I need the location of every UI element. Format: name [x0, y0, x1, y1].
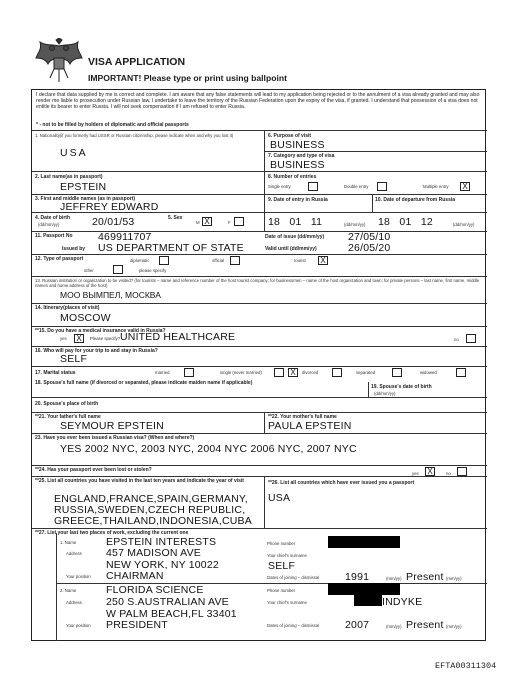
- work2-position-label: Your position: [66, 623, 91, 628]
- insurance-value: UNITED HEALTHCARE: [120, 331, 236, 343]
- work1-chief-label: Your chief's surname: [267, 553, 307, 558]
- spouse-birthplace-label: 20. Spouse's place of birth: [35, 401, 99, 407]
- work1-position-value: CHAIRMAN: [106, 570, 164, 582]
- work2-phone-label: Phone number: [267, 588, 296, 593]
- passport-countries-value: USA: [268, 492, 291, 504]
- nationality-value: USA: [60, 147, 88, 159]
- institution-label: 13. Russian institution or organization to be visited? (for tourists – name and reference number of the host tourist company; for businessmen – name of the host organization and town; for private persons – last name, first name, middle names and home address of the host): [35, 278, 480, 289]
- passport-type-other: other: [84, 268, 94, 273]
- work1-join-format: (mm/yy): [386, 576, 402, 581]
- purpose-label: 6. Purpose of visit: [268, 133, 312, 139]
- passport-type-official-checkbox[interactable]: [230, 256, 240, 265]
- visited-countries-line-3: GREECE,THAILAND,INDONESIA,CUBA: [54, 515, 252, 527]
- work1-join-value: 1991: [345, 571, 370, 583]
- departure-date-format: (dd/mm/yy): [453, 222, 475, 227]
- lost-passport-yes-checkbox[interactable]: X: [425, 467, 435, 476]
- work1-name-label: 1. Name: [60, 540, 77, 545]
- dob-format: (dd/mm/yy): [38, 222, 60, 227]
- work2-join-format: (mm/yy): [386, 624, 402, 629]
- category-label: 7. Category and type of visa: [268, 153, 335, 159]
- departure-date-label: 10. Date of departure from Russia: [375, 197, 456, 203]
- father-name-value: SEYMOUR EPSTEIN: [60, 420, 164, 432]
- entries-multiple-checkbox[interactable]: X: [460, 182, 470, 191]
- itinerary-label: 14. Itinerary(places of visit): [35, 305, 100, 311]
- passport-no-value: 469911707: [98, 231, 152, 243]
- visited-countries-label: **25. List all countries you have visited in the last ten years and indicate the year of visit: [35, 478, 244, 484]
- entries-single-label: Single entry: [268, 184, 291, 189]
- mother-name-value: PAULA EPSTEIN: [268, 420, 352, 432]
- spouse-name-label: 18. Spouse's full name (if divorced or separated, please indicate maiden name if applicable): [35, 380, 253, 386]
- first-names-label: 3. First and middle names (as in passport): [35, 196, 136, 202]
- insurance-no-checkbox[interactable]: [466, 334, 476, 343]
- lost-passport-label: **24. Has your passport ever been lost or stolen?: [35, 467, 152, 473]
- prior-visa-label: 23. Have you ever been issued a Russian visa? (When and where?): [35, 435, 195, 441]
- work2-address-line-1: 250 S.AUSTRALIAN AVE: [106, 596, 229, 608]
- visited-countries-line-1: ENGLAND,FRANCE,SPAIN,GERMANY,: [54, 493, 248, 505]
- double-headed-eagle-icon: [34, 38, 84, 84]
- passport-no-label: 11. Passport No: [35, 233, 73, 239]
- entry-date-value: 18 01 11: [268, 216, 323, 228]
- last-name-value: EPSTEIN: [60, 181, 107, 193]
- passport-type-other-checkbox[interactable]: [113, 265, 123, 274]
- passport-type-specify: please specify: [139, 268, 167, 273]
- entries-double-checkbox[interactable]: [377, 182, 387, 191]
- work2-join-value: 2007: [345, 619, 370, 631]
- prior-visa-value: YES 2002 NYC, 2003 NYC, 2004 NYC 2006 NYC, 2007 NYC: [60, 443, 357, 455]
- lost-passport-yes-label: yes: [412, 471, 419, 476]
- passport-type-tourist: tourist: [294, 258, 306, 263]
- work1-dates-label: Dates of joining – dismissal: [267, 575, 320, 580]
- passport-type-label: 12. Type of passport: [35, 256, 84, 262]
- valid-until-label: Valid until (dd/mm/yy): [265, 246, 317, 252]
- passport-countries-label: **26. List all countries which have ever issued you a passport: [268, 480, 415, 486]
- visited-countries-line-2: RUSSIA,SWEDEN,CZECH REPUBLIC,: [54, 504, 246, 516]
- document-id: EFTA00311304: [435, 661, 497, 671]
- entries-single-checkbox[interactable]: [308, 182, 318, 191]
- marital-married-checkbox[interactable]: [184, 368, 194, 377]
- work1-position-label: Your position: [66, 574, 91, 579]
- work2-chief-redaction: [354, 594, 382, 606]
- dob-label: 4. Date of birth: [35, 215, 71, 221]
- work2-dates-label: Dates of joining – dismissal: [267, 623, 320, 628]
- work1-leave-format: (mm/yy): [446, 576, 462, 581]
- insurance-label: **15. Do you have a medical insurance valid in Russia?: [35, 328, 166, 334]
- work-places-label: **27. List your last two places of work, excluding the current one: [35, 530, 189, 536]
- first-names-value: JEFFREY EDWARD: [60, 201, 159, 213]
- entry-date-format: (dd/mm/yy): [344, 222, 366, 227]
- passport-type-tourist-checkbox[interactable]: X: [318, 256, 328, 265]
- form-title: VISA APPLICATION: [88, 56, 186, 68]
- work2-address-label: Address: [66, 600, 82, 605]
- entries-multiple-label: Multiple entry: [423, 184, 449, 189]
- passport-type-diplomatic: diplomatic: [130, 258, 150, 263]
- issued-by-value: US DEPARTMENT OF STATE: [98, 242, 244, 254]
- marital-widowed-checkbox[interactable]: [456, 368, 466, 377]
- marital-widowed-label: widowed: [420, 370, 437, 375]
- marital-single-label: single (never married): [220, 370, 262, 375]
- passport-type-diplomatic-checkbox[interactable]: [159, 256, 169, 265]
- mother-name-label: **22. Your mother's full name: [268, 414, 337, 420]
- sex-m-checkbox[interactable]: X: [202, 217, 212, 226]
- work1-name-value: EPSTEIN INTERESTS: [106, 536, 217, 548]
- work2-address-line-2: W PALM BEACH,FL 33401: [106, 608, 237, 620]
- sex-label: 5. Sex: [168, 215, 183, 221]
- work2-chief-label: Your chief's surname: [267, 600, 307, 605]
- marital-separated-label: separated: [356, 370, 376, 375]
- entries-label: 8. Number of entries: [268, 174, 317, 180]
- purpose-value: BUSINESS: [270, 139, 325, 151]
- insurance-specify-label: Please specify?: [90, 336, 121, 341]
- sex-f-checkbox[interactable]: [234, 217, 244, 226]
- work1-address-line-1: 457 MADISON AVE: [106, 547, 202, 559]
- nationality-label: 1. Nationality(if you formerly had USSR or Russian citizenship, please indicate when and why you lost it): [35, 133, 234, 138]
- work2-name-label: 2. Name: [60, 588, 77, 593]
- work1-phone-label: Phone number: [267, 541, 296, 546]
- payer-value: SELF: [60, 353, 88, 365]
- diplomatic-note: * - not to be filled by holders of diplomatic and official passports: [36, 122, 189, 128]
- declaration-text: I declare that data supplied by me is correct and complete. I am aware that any false statements will lead to my application being rejected or to the annulment of a visa already granted and may also render me liable to prosecution under Russian law. I undertake to leave the territory of the Russian Federation upon the expiry of the visa, if granted. I understand that possession of a visa does not entitle its bearer to enter Russia. I will not seek compensation if I am refused to enter Russia.: [36, 92, 480, 111]
- entries-double-label: Double entry: [344, 184, 369, 189]
- spouse-dob-format: (dd/mm/yy): [374, 391, 396, 396]
- spouse-dob-label: 19. Spouse's date of birth: [371, 384, 432, 390]
- sex-m-label: M: [196, 220, 200, 225]
- work1-chief-value: SELF: [268, 560, 296, 572]
- work1-leave-value: Present: [406, 571, 444, 583]
- insurance-yes-label: yes: [60, 336, 67, 341]
- marital-divorced-label: divorced: [302, 370, 319, 375]
- marital-divorced-checkbox[interactable]: X: [288, 368, 298, 377]
- work2-name-value: FLORIDA SCIENCE: [106, 584, 204, 596]
- institution-value: МОО ВЫМПЕЛ, МОСКВА: [60, 290, 161, 300]
- date-issue-label: Date of issue (dd/mm/yy): [265, 234, 325, 240]
- sex-f-label: F: [228, 220, 231, 225]
- visa-form: [31, 89, 486, 641]
- work2-chief-value: INDYKE: [382, 596, 423, 608]
- work1-address-line-2: NEW YORK, NY 10022: [106, 559, 219, 571]
- insurance-yes-checkbox[interactable]: X: [74, 334, 84, 343]
- passport-type-official: official: [212, 258, 225, 263]
- work2-position-value: PRESIDENT: [106, 619, 168, 631]
- issued-by-label: Issued by: [62, 246, 86, 252]
- date-issue-value: 27/05/10: [348, 231, 391, 243]
- lost-passport-no-checkbox[interactable]: [457, 467, 467, 476]
- marital-single-checkbox[interactable]: [274, 368, 284, 377]
- entry-date-label: 9. Date of entry in Russia: [268, 197, 328, 203]
- valid-until-value: 26/05/20: [348, 242, 391, 254]
- marital-married-label: married: [155, 370, 170, 375]
- dob-value: 20/01/53: [92, 216, 135, 228]
- work1-address-label: Address: [66, 551, 82, 556]
- lost-passport-no-label: no: [446, 471, 451, 476]
- departure-date-value: 18 01 12: [378, 216, 433, 228]
- work1-phone-redaction: [328, 536, 400, 548]
- insurance-no-label: no: [454, 337, 459, 342]
- work2-leave-format: (mm/yy): [446, 624, 462, 629]
- category-value: BUSINESS: [270, 159, 325, 171]
- marital-divorced-second-checkbox[interactable]: [332, 368, 342, 377]
- itinerary-value: MOSCOW: [60, 312, 111, 324]
- form-subtitle: IMPORTANT! Please type or print using ballpoint: [88, 73, 287, 83]
- father-name-label: **21. Your father's full name: [35, 414, 101, 420]
- payer-label: 16. Who will pay for your trip to and stay in Russia?: [35, 348, 158, 354]
- last-name-label: 2. Last name(as in passport): [35, 174, 103, 180]
- marital-label: 17. Marital status: [35, 370, 76, 376]
- work2-leave-value: Present: [406, 619, 444, 631]
- marital-separated-checkbox[interactable]: [392, 368, 402, 377]
